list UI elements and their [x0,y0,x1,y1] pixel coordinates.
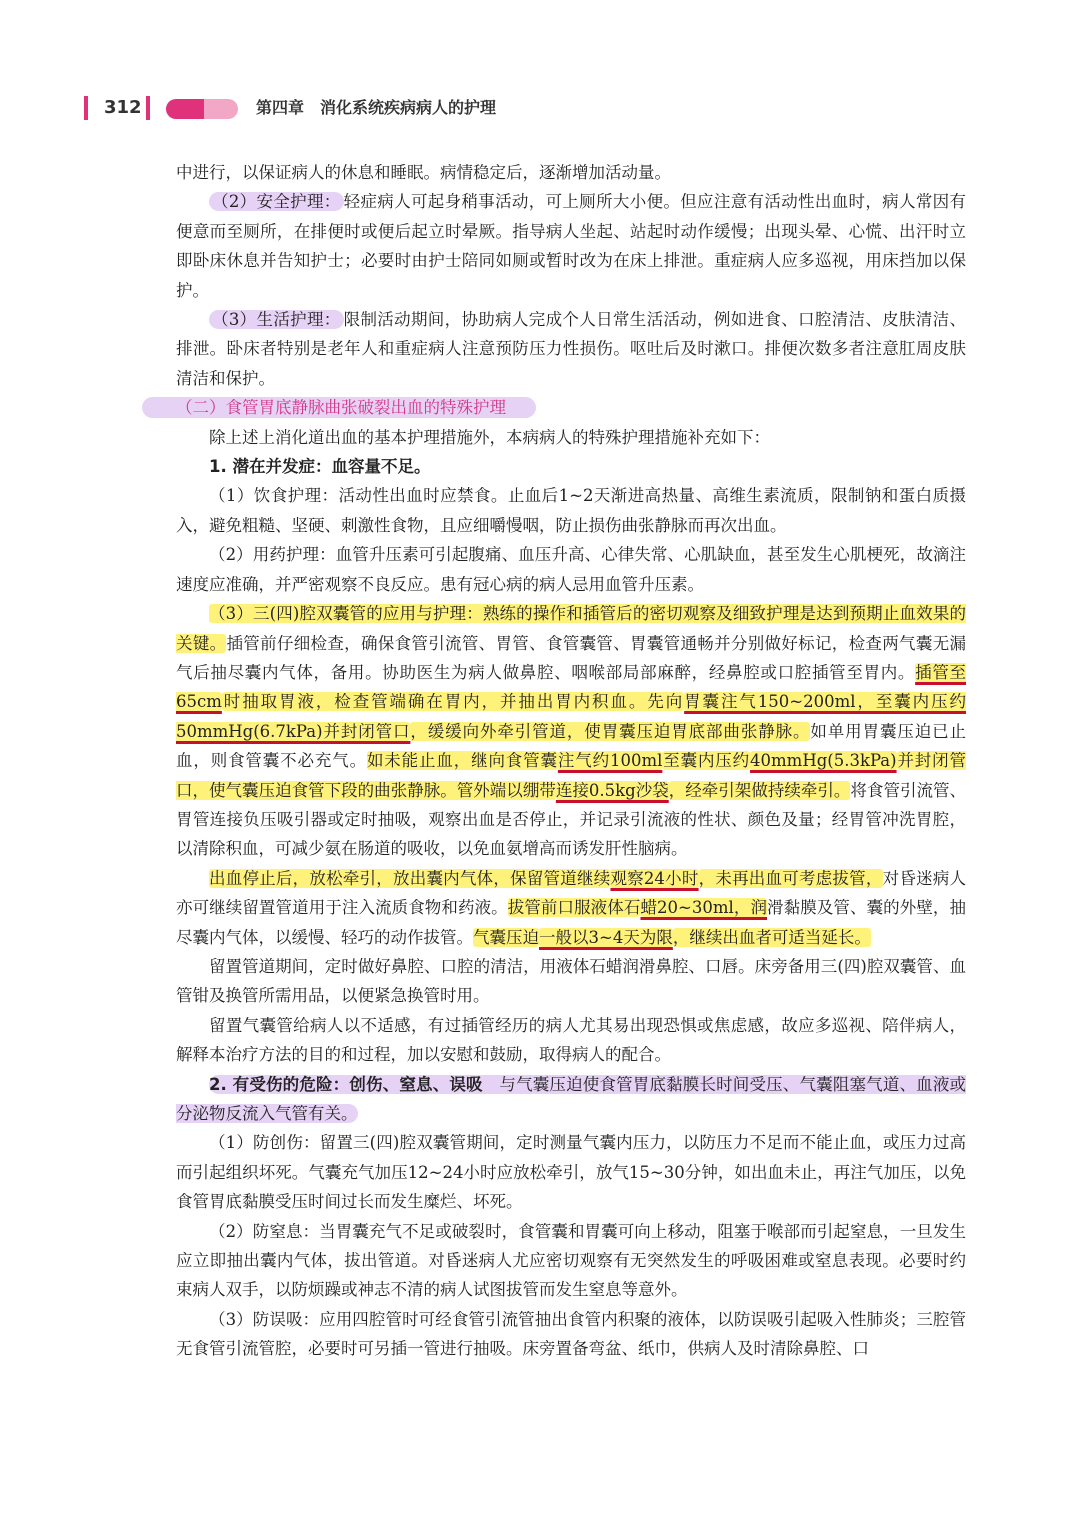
highlight-esophageal-volume: 注气约100ml [557,751,663,771]
paragraph-0: 中进行，以保证病人的休息和睡眠。病情稳定后，逐渐增加活动量。 [176,163,671,182]
page-content [176,158,966,1364]
single-balloon-text: 如单用胃囊压迫已止血，则食管囊不必充气。 [176,721,967,771]
suction-text: 将食管引流管、胃管连接负压吸引器或定时抽吸，观察出血是否停止，并记录引流液的性状、颜色及量；经胃管冲洗胃腔，以清除积血，可减少氨在肠道的吸收，以免血氨增高而诱发肝性脑病。 [176,780,967,859]
paragraph-diet-care: （1）饮食护理：活动性出血时应禁食。止血后1~2天渐进高热量、高维生素流质，限制钠和蛋白质摄入，避免粗糙、坚硬、刺激性食物，且应细嚼慢咽，防止损伤曲张静脉而再次出血。 [176,486,966,535]
highlight-seal-text: 并封闭管口，使气囊压迫食管下段的曲张静脉。管外端以绷带 [176,751,967,800]
paragraph-daily-care [176,305,966,393]
item-1-title: 1. 潜在并发症：血容量不足。 [209,457,431,477]
safety-care-label: （2）安全护理： [209,192,344,211]
daily-care-label: （3）生活护理： [209,310,344,329]
header-pill-dark [166,99,206,119]
paragraph-tube-care: 留置管道期间，定时做好鼻腔、口腔的清洁，用液体石蜡润滑鼻腔、口唇。床旁备用三(四)腔双囊管、血管钳及换管所需用品，以便紧急换管时用。 [176,956,966,1006]
highlight-paraffin: 拔管前口服液体石 [507,898,641,918]
highlight-sandbag: 连接0.5kg沙袋 [555,780,669,800]
highlight-esophageal-pressure: 40mmHg(5.3kPa) [750,751,897,771]
paragraph-intro: 除上述上消化道出血的基本护理措施外，本病病人的特殊护理措施补充如下： [209,427,770,447]
highlight-paraffin-volume: 蜡20~30ml，润 [640,898,768,918]
section-heading [176,393,966,422]
header-bar-right [146,96,150,120]
item-2 [176,1070,966,1129]
coma-patient-text: 对昏迷病人亦可继续留置管道用于注入流质食物和药液。 [176,868,967,918]
balloon-key-point: （3）三(四)腔双囊管的应用与护理：熟练的操作和插管后的密切观察及细致护理是达到预期止血效果的关键。 [176,604,966,653]
paragraph-prevent-asphyxia: （2）防窒息：当胃囊充气不足或破裂时，食管囊和胃囊可向上移动，阻塞于喉部而引起窒息，一旦发生应立即抽出囊内气体，拔出管道。对昏迷病人尤应密切观察有无突然发生的呼吸困难或窒息表现。必要时约束病人双手，以防烦躁或神志不清的病人试图拔管而发生窒息等意外。 [176,1221,966,1300]
paragraph-removal [176,864,966,952]
balloon-prep-text: 插管前仔细检查，确保食管引流管、胃管、食管囊管、胃囊管通畅并分别做好标记，检查两气囊无漏气后抽尽囊内气体，备用。协助医生为病人做鼻腔、咽喉部局部麻醉，经鼻腔或口腔插管至胃内。 [176,633,967,682]
highlight-esophageal-text: 如未能止血，继向食管囊 [366,751,558,771]
highlight-continuous-traction: ，经牵引架做持续牵引。 [668,780,851,800]
daily-care-text: 限制活动期间，协助病人完成个人日常生活活动，例如进食、口腔清洁、皮肤清洁、排泄。卧床者特别是老年人和重症病人注意预防压力性损伤。呕吐后及时漱口。排便次数多者注意肛周皮肤清洁和保护。 [176,310,967,388]
item-2-text: 与气囊压迫使食管胃底黏膜长时间受压、气囊阻塞气道、血液或分泌物反流入气管有关。 [176,1074,967,1123]
highlight-gastric-inflate: 胃囊注气150~200ml，至囊内压约50mmHg(6.7kPa)并封闭管口 [176,692,966,741]
item-2-title: 2. 有受伤的危险：创伤、窒息、误吸 [209,1074,483,1094]
highlight-check-text: 时抽取胃液，检查管端确在胃内，并抽出胃内积血。先向 [221,692,685,712]
page-number: 312 [104,97,142,118]
highlight-stop-bleeding: 出血停止后，放松牵引，放出囊内气体，保留管道继续 [209,868,611,888]
chapter-title: 第四章 消化系统疾病病人的护理 [256,98,497,117]
highlight-extend: ，继续出血者可适当延长。 [672,927,871,947]
safety-care-text: 轻症病人可起身稍事活动，可上厕所大小便。但应注意有活动性出血时，病人常因有便意而至厕所，在排便时或便后起立时晕厥。指导病人坐起、站起时动作缓慢；出现头晕、心慌、出汗时立即卧床休息并告知护士；必要时由护士陪同如厕或暂时改为在床上排泄。重症病人应多巡视，用床挡加以保护。 [176,192,967,300]
highlight-insert-depth: 插管至65cm [176,662,967,712]
highlight-consider-removal: ，未再出血可考虑拔管， [698,868,883,888]
highlight-observe-24h: 观察24小时 [610,868,699,888]
paragraph-drug-care: （2）用药护理：血管升压素可引起腹痛、血压升高、心律失常、心肌缺血，甚至发生心肌梗死，故滴注速度应准确，并严密观察不良反应。患有冠心病的病人忌用血管升压素。 [176,545,966,594]
highlight-days-limit: 一般以3~4天为限 [539,927,673,947]
header-bar-left [84,96,88,120]
highlight-traction-text: ，缓缓向外牵引管道，使胃囊压迫胃底部曲张静脉。 [410,721,811,741]
page-header [84,94,984,124]
paragraph-comfort: 留置气囊管给病人以不适感，有过插管经历的病人尤其易出现恐惧或焦虑感，故应多巡视、陪伴病人，解释本治疗方法的目的和过程，加以安慰和鼓励，取得病人的配合。 [176,1015,966,1065]
section-heading-text: （二）食管胃底静脉曲张破裂出血的特殊护理 [142,397,536,418]
item-2-highlight [176,1075,966,1123]
highlight-compression: 气囊压迫 [473,927,539,947]
paragraph-balloon-tube [176,599,966,864]
header-pill-light [204,99,238,119]
highlight-pressure-label: 至囊内压约 [662,751,751,771]
removal-text: 滑黏膜及管、囊的外壁，抽尽囊内气体，以缓慢、轻巧的动作拔管。 [176,898,967,947]
paragraph-prevent-aspiration: （3）防误吸：应用四腔管时可经食管引流管抽出食管内积聚的液体，以防误吸引起吸入性肺炎；三腔管无食管引流管腔，必要时可另插一管进行抽吸。床旁置备弯盆、纸巾，供病人及时清除鼻腔、口 [176,1309,966,1359]
paragraph-prevent-trauma: （1）防创伤：留置三(四)腔双囊管期间，定时测量气囊内压力，以防压力不足而不能止血，或压力过高而引起组织坏死。气囊充气加压12~24小时应放松牵引，放气15~30分钟，如出血未止，再注气加压，以免食管胃底黏膜受压时间过长而发生糜烂、坏死。 [176,1133,966,1212]
paragraph-safety-care [176,187,966,305]
